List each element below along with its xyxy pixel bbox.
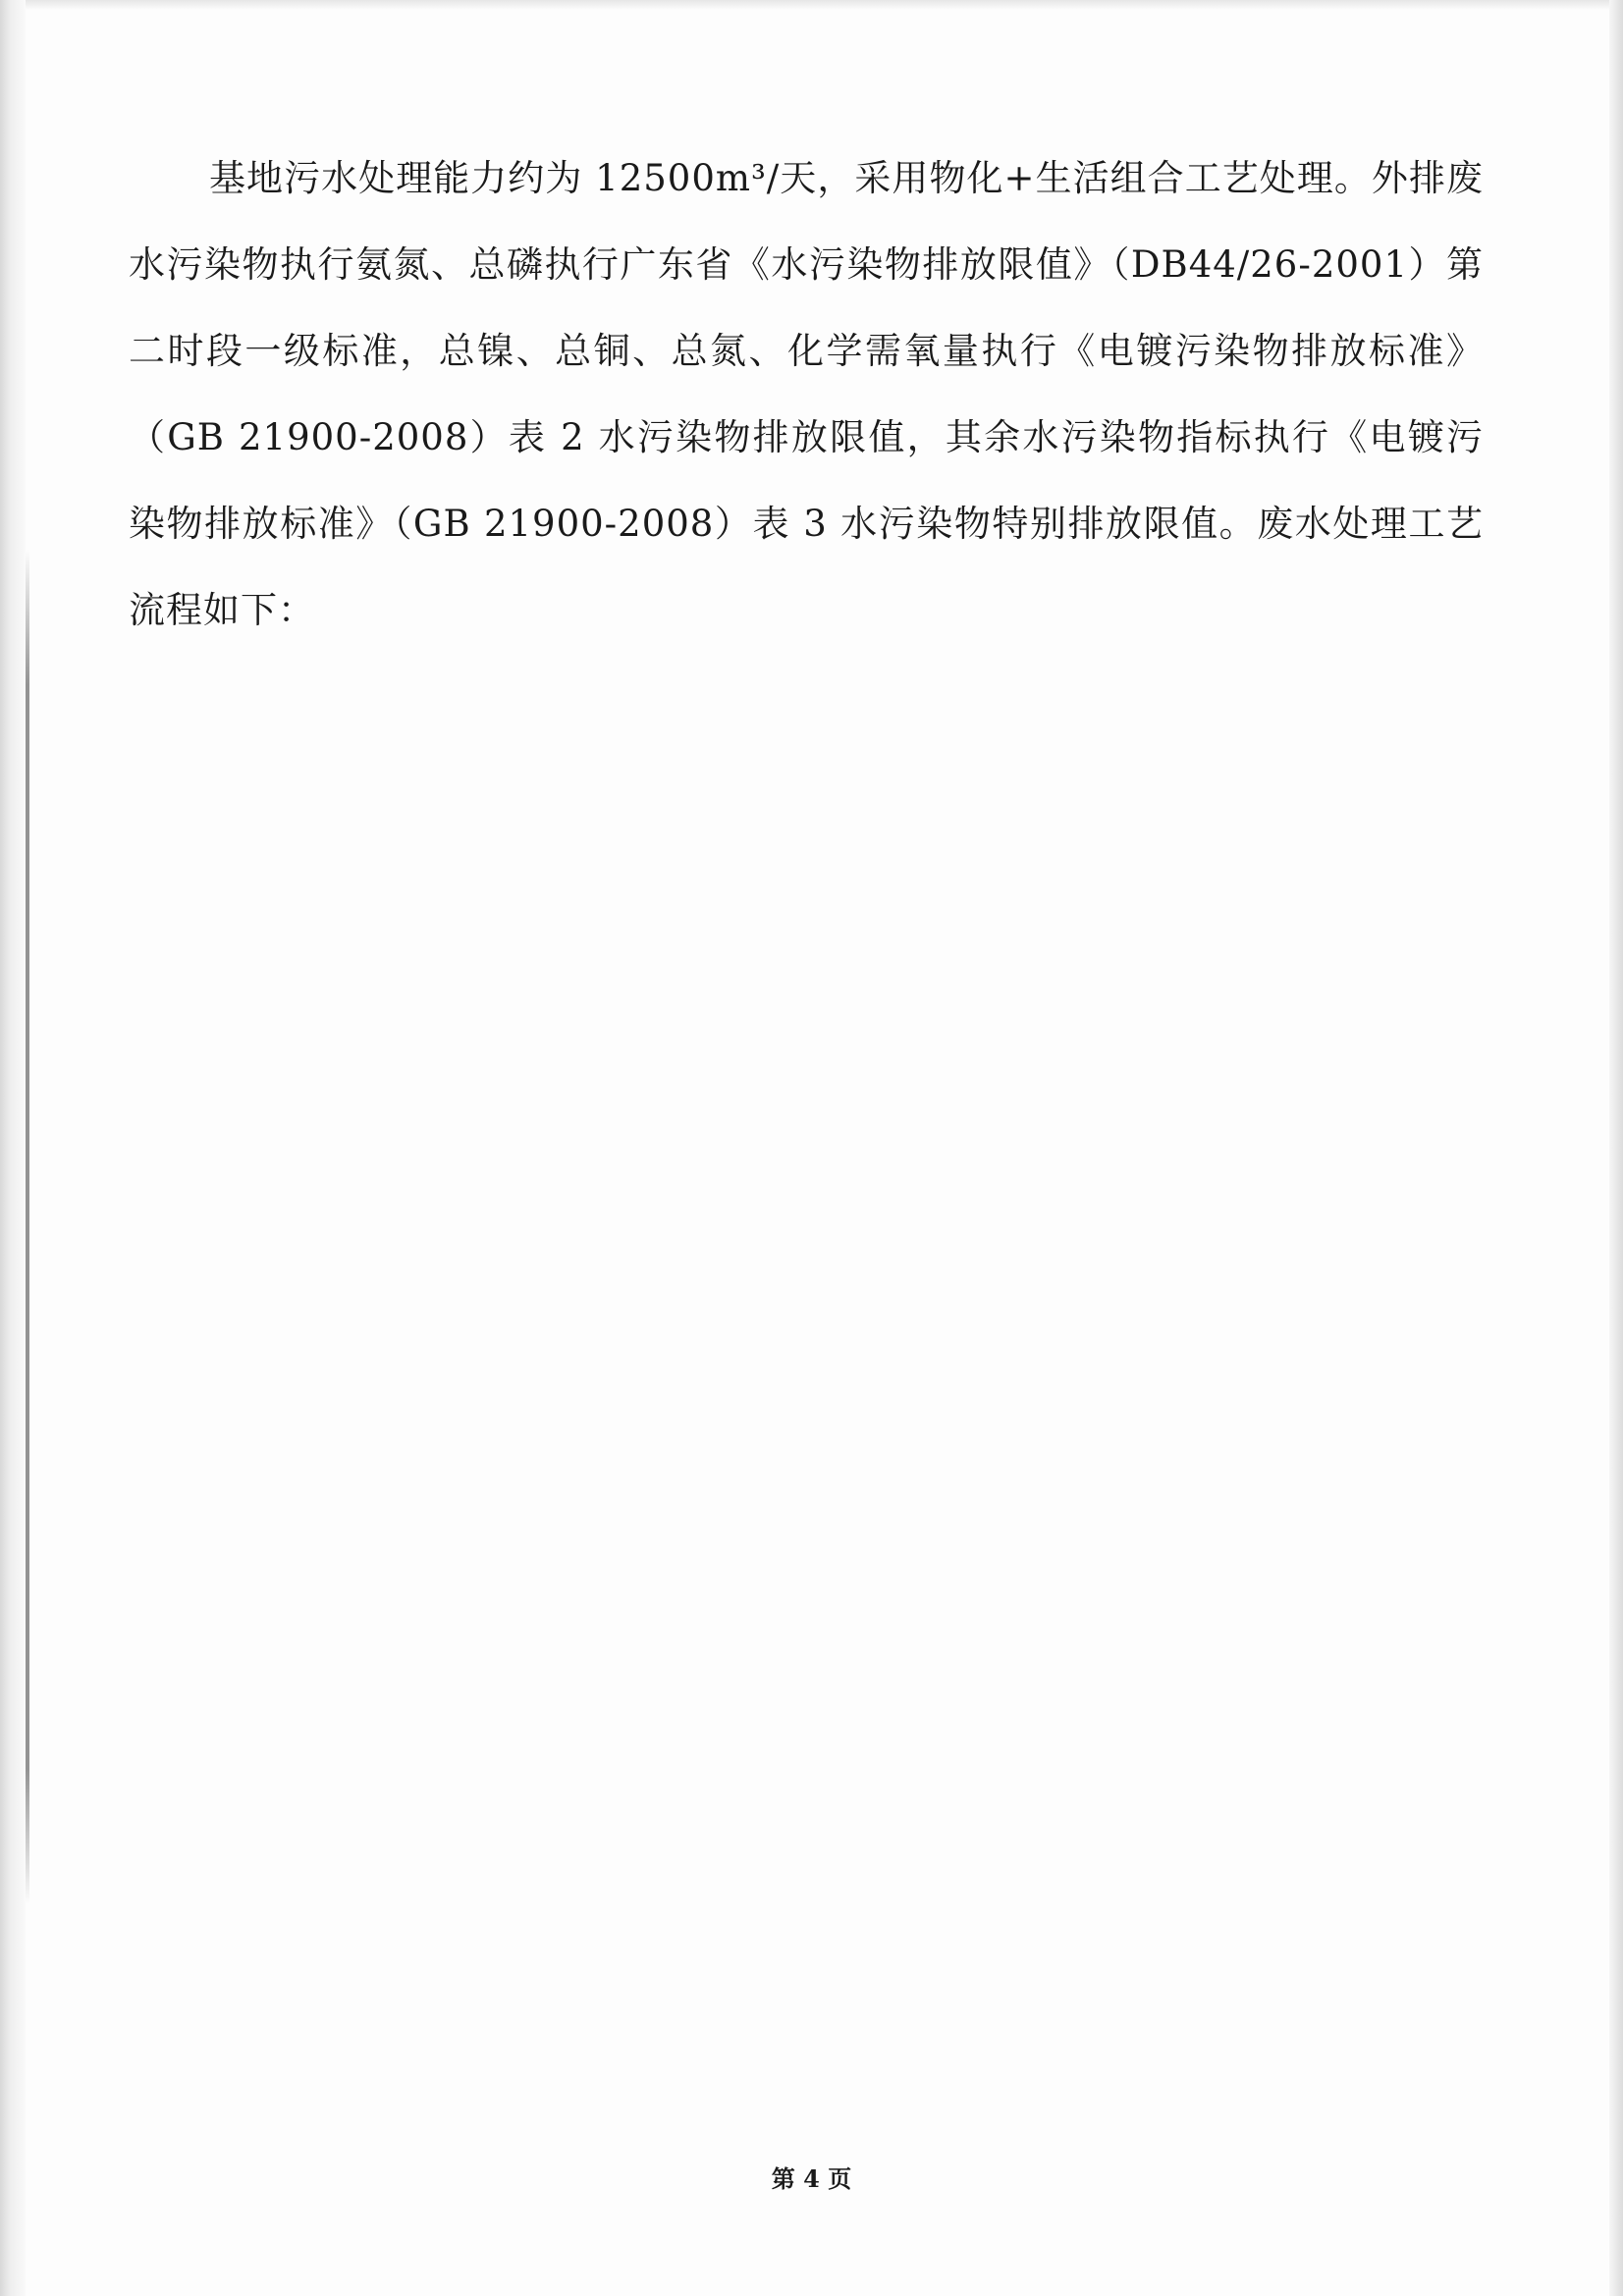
scan-edge-left: [0, 0, 26, 2296]
scan-binding-line: [26, 550, 29, 1904]
scan-edge-right: [1609, 0, 1623, 2296]
body-text: [129, 135, 1484, 654]
scan-edge-top: [0, 0, 1623, 10]
page-number: 第 4 页: [771, 2164, 852, 2193]
paragraph-wastewater-treatment: 基地污水处理能力约为 12500m³/天，采用物化+生活组合工艺处理。外排废水污染物执行氨氮、总磷执行广东省《水污染物排放限值》（DB44/26-2001）第二时段一级标准，总镍、总铜、总氮、化学需氧量执行《电镀污染物排放标准》（GB 21900-2008）表 2 水污染物排放限值，其余水污染物指标执行《电镀污染物排放标准》（GB 21900-2008）表 3 水污染物特别排放限值。废水处理工艺流程如下：: [129, 157, 1484, 631]
